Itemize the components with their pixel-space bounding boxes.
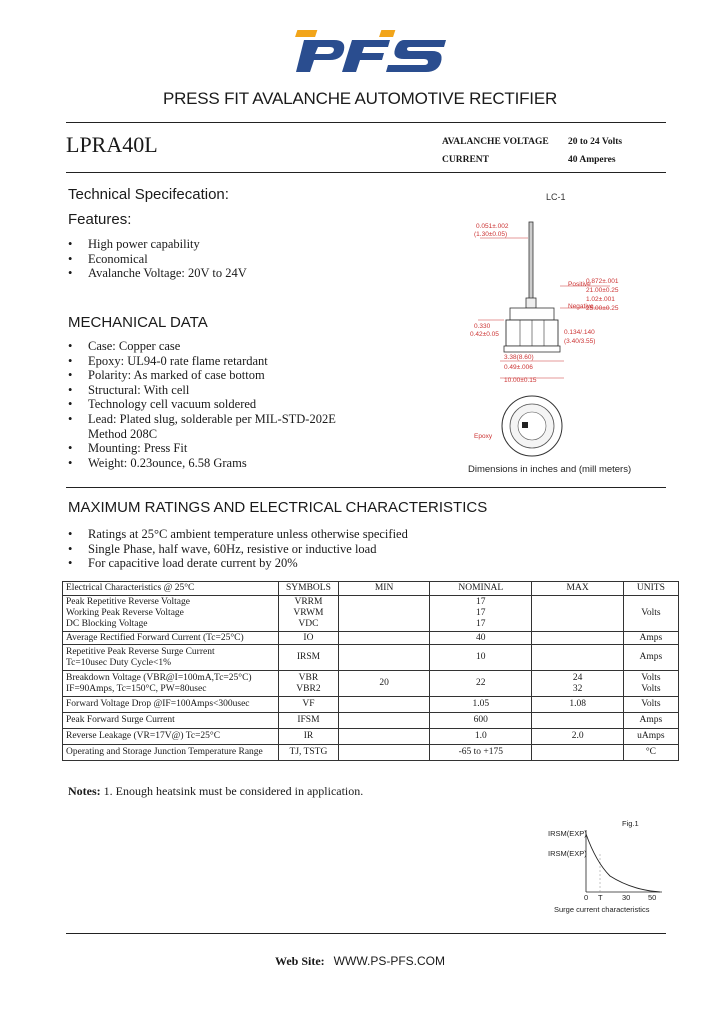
ratings-conditions bbox=[68, 527, 408, 571]
svg-text:(1.30±0.05): (1.30±0.05) bbox=[474, 231, 508, 238]
table-header-row bbox=[63, 582, 679, 596]
svg-text:Surge current characteristics: Surge current characteristics bbox=[554, 905, 650, 914]
svg-text:30: 30 bbox=[622, 893, 631, 902]
package-label: LC-1 bbox=[546, 192, 566, 202]
list-item: • Weight: 0.23ounce, 6.58 Grams bbox=[68, 455, 247, 470]
svg-text:IRSM(EXP): IRSM(EXP) bbox=[548, 849, 587, 858]
cell-line: VDC bbox=[298, 619, 319, 629]
cell-line: 2.0 bbox=[571, 731, 584, 741]
svg-text:50: 50 bbox=[648, 893, 657, 902]
list-item: Method 208C bbox=[88, 426, 158, 441]
table-cell-param bbox=[63, 745, 279, 761]
table-cell-units bbox=[623, 596, 678, 632]
table-cell-units bbox=[623, 632, 678, 645]
table-cell-symbol bbox=[278, 745, 338, 761]
table-cell-param bbox=[63, 645, 279, 671]
svg-text:(3.40/3.55): (3.40/3.55) bbox=[564, 338, 596, 345]
table-cell-nominal bbox=[430, 745, 532, 761]
table-cell-symbol bbox=[278, 697, 338, 713]
mechanical-list bbox=[68, 339, 336, 470]
cell-line: 24 bbox=[572, 672, 583, 683]
table-cell-max bbox=[532, 645, 623, 671]
mechanical-heading: MECHANICAL DATA bbox=[68, 314, 208, 331]
column-header: MIN bbox=[339, 582, 430, 596]
table-row bbox=[63, 745, 679, 761]
cell-line: 1.05 bbox=[472, 699, 490, 709]
svg-text:3.38(8.60): 3.38(8.60) bbox=[504, 354, 534, 361]
svg-text:10.00±0.15: 10.00±0.15 bbox=[504, 377, 537, 384]
list-item: • Single Phase, half wave, 60Hz, resistive or inductive load bbox=[68, 541, 377, 556]
list-item: • Case: Copper case bbox=[68, 339, 181, 353]
cell-line: 1.08 bbox=[569, 699, 586, 709]
table-cell-nominal bbox=[430, 596, 532, 632]
table-cell-param bbox=[63, 729, 279, 745]
table-cell-units bbox=[623, 671, 678, 697]
table-cell-max bbox=[532, 596, 623, 632]
cell-line: -65 to +175 bbox=[458, 747, 503, 757]
list-item: • Economical bbox=[68, 251, 148, 266]
list-item: • Polarity: As marked of case bottom bbox=[68, 368, 265, 383]
cell-line: VBR2 bbox=[296, 683, 321, 694]
features-heading: Features: bbox=[68, 211, 132, 228]
notes bbox=[68, 784, 363, 799]
cell-line: Peak Forward Surge Current bbox=[66, 715, 175, 725]
table-row bbox=[63, 697, 679, 713]
table-row bbox=[63, 632, 679, 645]
table-cell-min bbox=[339, 671, 430, 697]
table-cell-max bbox=[532, 632, 623, 645]
cell-line: 17 bbox=[476, 597, 486, 607]
svg-text:Negative: Negative bbox=[568, 303, 594, 310]
list-item: • For capacitive load derate current by 20% bbox=[68, 556, 298, 571]
surge-figure bbox=[540, 812, 690, 917]
table-cell-min bbox=[339, 632, 430, 645]
column-header: NOMINAL bbox=[430, 582, 532, 596]
footer bbox=[0, 954, 720, 969]
table-cell-min bbox=[339, 645, 430, 671]
svg-text:1.02±.001: 1.02±.001 bbox=[586, 296, 615, 303]
cell-line: 17 bbox=[476, 619, 486, 629]
table-cell-symbol bbox=[278, 713, 338, 729]
part-number: LPRA40L bbox=[66, 132, 158, 157]
cell-line: VBR bbox=[298, 672, 319, 683]
svg-text:0.872±.001: 0.872±.001 bbox=[586, 278, 619, 285]
list-item: • Lead: Plated slug, solderable per MIL-STD-202E bbox=[68, 411, 336, 426]
cell-line: IRSM bbox=[296, 652, 321, 662]
cell-line: 600 bbox=[473, 715, 488, 725]
list-item: • Technology cell vacuum soldered bbox=[68, 397, 257, 412]
table-cell-max bbox=[532, 671, 623, 697]
cell-line: Reverse Leakage (VR=17V@) Tc=25°C bbox=[66, 731, 221, 741]
spec-label: AVALANCHE VOLTAGE bbox=[442, 137, 549, 147]
table-cell-symbol bbox=[278, 596, 338, 632]
table-cell-max bbox=[532, 697, 623, 713]
svg-text:25.00±0.25: 25.00±0.25 bbox=[586, 305, 619, 312]
cell-line: Volts bbox=[641, 699, 661, 709]
svg-text:0.49±.006: 0.49±.006 bbox=[504, 364, 533, 371]
svg-text:0: 0 bbox=[584, 893, 589, 902]
list-item: • High power capability bbox=[68, 237, 200, 251]
footer-rule bbox=[66, 933, 666, 934]
cell-line: Working Peak Reverse Voltage bbox=[66, 608, 184, 618]
cell-line: Volts bbox=[641, 608, 661, 618]
cell-line: IR bbox=[303, 731, 314, 741]
table-cell-max bbox=[532, 729, 623, 745]
cell-line: 10 bbox=[476, 652, 486, 662]
cell-line: Amps bbox=[639, 715, 663, 725]
table-cell-min bbox=[339, 697, 430, 713]
svg-text:T: T bbox=[598, 893, 603, 902]
table-cell-max bbox=[532, 745, 623, 761]
table-cell-param bbox=[63, 713, 279, 729]
svg-text:0.134/.140: 0.134/.140 bbox=[564, 329, 595, 336]
cell-line: Repetitive Peak Reverse Surge Current bbox=[66, 646, 215, 657]
spec-label: CURRENT bbox=[442, 155, 489, 165]
table-cell-param bbox=[63, 671, 279, 697]
table-cell-nominal bbox=[430, 697, 532, 713]
table-cell-min bbox=[339, 713, 430, 729]
cell-line: VRWM bbox=[293, 608, 324, 618]
table-cell-units bbox=[623, 645, 678, 671]
svg-text:0.42±0.05: 0.42±0.05 bbox=[470, 331, 499, 338]
cell-line: Breakdown Voltage (VBR@I=100mA,Tc=25°C) bbox=[66, 672, 252, 683]
table-cell-units bbox=[623, 697, 678, 713]
cell-line: °C bbox=[645, 747, 656, 757]
column-header: UNITS bbox=[623, 582, 678, 596]
features-list bbox=[68, 237, 247, 281]
table-cell-units bbox=[623, 745, 678, 761]
table-cell-nominal bbox=[430, 729, 532, 745]
cell-line: Operating and Storage Junction Temperature Range bbox=[66, 747, 263, 757]
column-header: Electrical Characteristics @ 25°C bbox=[63, 582, 279, 596]
section-rule bbox=[66, 487, 666, 488]
cell-line: IO bbox=[303, 632, 314, 643]
cell-line: Volts bbox=[641, 683, 661, 694]
table-cell-nominal bbox=[430, 645, 532, 671]
table-cell-nominal bbox=[430, 671, 532, 697]
column-header: MAX bbox=[532, 582, 623, 596]
svg-text:Epoxy: Epoxy bbox=[474, 433, 493, 440]
cell-line: uAmps bbox=[637, 731, 665, 741]
cell-line: 22 bbox=[476, 678, 486, 688]
cell-line: Average Rectified Forward Current (Tc=25°C) bbox=[66, 632, 244, 643]
drawing-caption: Dimensions in inches and (mill meters) bbox=[468, 464, 632, 475]
table-row bbox=[63, 671, 679, 697]
table-cell-units bbox=[623, 729, 678, 745]
list-item: • Avalanche Voltage: 20V to 24V bbox=[68, 266, 247, 281]
table-cell-nominal bbox=[430, 632, 532, 645]
cell-line: IFSM bbox=[297, 715, 320, 725]
pfs-logo bbox=[286, 28, 456, 74]
cell-line: 17 bbox=[476, 608, 486, 618]
technical-heading: Technical Specifecation: bbox=[68, 186, 229, 203]
notes-text: 1. Enough heatsink must be considered in application. bbox=[103, 784, 364, 798]
package-drawing bbox=[440, 186, 680, 476]
svg-text:0.051±.002: 0.051±.002 bbox=[476, 223, 509, 230]
svg-text:Positive: Positive bbox=[568, 281, 591, 288]
cell-line: Forward Voltage Drop @IF=100Amps<300usec bbox=[66, 699, 250, 709]
cell-line: VF bbox=[302, 699, 315, 709]
website-link[interactable]: WWW.PS-PFS.COM bbox=[333, 954, 445, 968]
table-cell-symbol bbox=[278, 645, 338, 671]
svg-text:IRSM(EXP): IRSM(EXP) bbox=[548, 829, 587, 838]
table-row bbox=[63, 645, 679, 671]
svg-text:0.330: 0.330 bbox=[474, 323, 491, 330]
cell-line: Volts bbox=[641, 672, 661, 683]
table-cell-param bbox=[63, 596, 279, 632]
table-cell-symbol bbox=[278, 632, 338, 645]
table-cell-nominal bbox=[430, 713, 532, 729]
cell-line: Tc=10usec Duty Cycle<1% bbox=[66, 657, 172, 668]
list-item: • Ratings at 25°C ambient temperature unless otherwise specified bbox=[68, 527, 408, 541]
list-item: • Structural: With cell bbox=[68, 382, 190, 397]
cell-line: Amps bbox=[639, 632, 663, 643]
cell-line: 1.0 bbox=[474, 731, 487, 741]
table-cell-symbol bbox=[278, 729, 338, 745]
cell-line: 32 bbox=[572, 683, 583, 694]
section-rule bbox=[66, 172, 666, 173]
notes-label: Notes: bbox=[68, 784, 101, 798]
cell-line: IF=90Amps, Tc=150°C, PW=80usec bbox=[66, 683, 207, 694]
ratings-heading: MAXIMUM RATINGS AND ELECTRICAL CHARACTERISTICS bbox=[68, 499, 488, 516]
table-cell-param bbox=[63, 697, 279, 713]
website-label: Web Site: bbox=[275, 954, 325, 968]
ratings-table bbox=[62, 581, 679, 761]
svg-text:Fig.1: Fig.1 bbox=[622, 819, 639, 828]
header-rule bbox=[66, 122, 666, 123]
table-cell-symbol bbox=[278, 671, 338, 697]
table-cell-min bbox=[339, 745, 430, 761]
table-cell-max bbox=[532, 713, 623, 729]
table-row bbox=[63, 596, 679, 632]
table-row bbox=[63, 729, 679, 745]
table-cell-min bbox=[339, 729, 430, 745]
list-item: • Epoxy: UL94-0 rate flame retardant bbox=[68, 353, 268, 368]
column-header: SYMBOLS bbox=[278, 582, 338, 596]
table-cell-param bbox=[63, 632, 279, 645]
cell-line: TJ, TSTG bbox=[289, 747, 328, 757]
cell-line: 40 bbox=[476, 632, 486, 643]
cell-line: VRRM bbox=[294, 597, 323, 607]
cell-line: Peak Repetitive Reverse Voltage bbox=[66, 597, 190, 607]
cell-line: DC Blocking Voltage bbox=[66, 619, 148, 629]
table-row bbox=[63, 713, 679, 729]
table-cell-units bbox=[623, 713, 678, 729]
document-title: PRESS FIT AVALANCHE AUTOMOTIVE RECTIFIER bbox=[162, 89, 558, 108]
table-cell-min bbox=[339, 596, 430, 632]
spec-value: 20 to 24 Volts bbox=[568, 137, 623, 147]
list-item: • Mounting: Press Fit bbox=[68, 441, 188, 456]
cell-line: 20 bbox=[379, 678, 389, 688]
svg-text:21.00±0.25: 21.00±0.25 bbox=[586, 287, 619, 294]
spec-value: 40 Amperes bbox=[568, 155, 616, 165]
cell-line: Amps bbox=[639, 652, 663, 662]
